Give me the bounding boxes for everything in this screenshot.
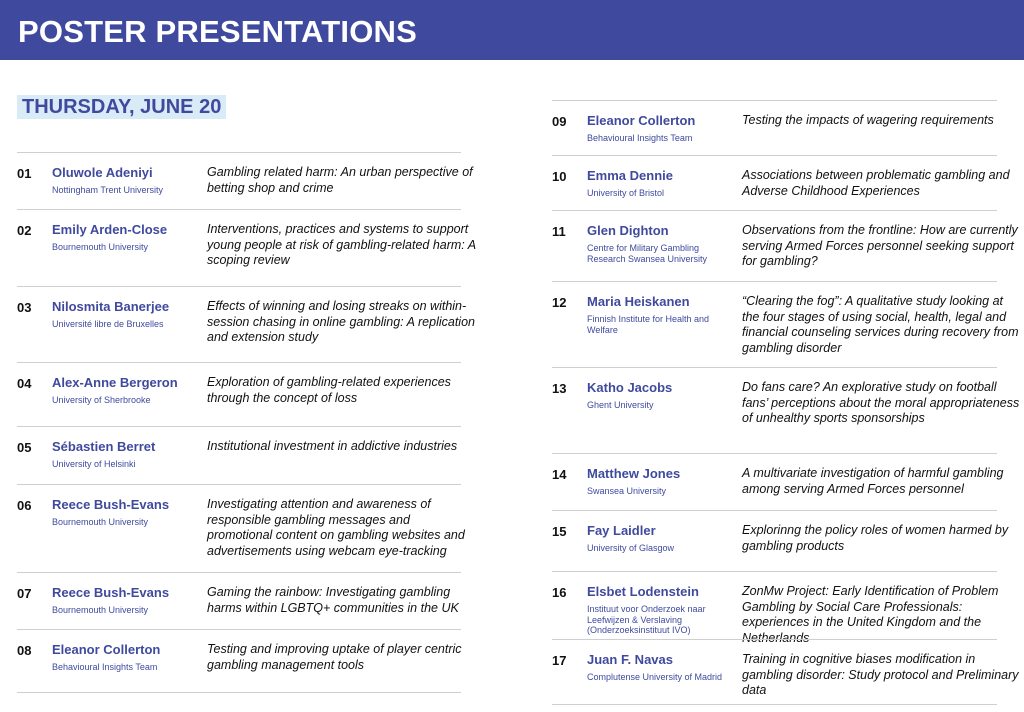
presenter-name: Sébastien Berret [52,439,156,454]
presenter-name: Eleanor Collerton [587,113,696,128]
presenter-name: Emily Arden-Close [52,222,168,237]
page-title: POSTER PRESENTATIONS [18,14,418,49]
entry-number: 16 [552,585,567,600]
presenter-name: Reece Bush-Evans [52,585,170,600]
entry-number: 10 [552,169,567,184]
poster-title: “Clearing the fog”: A qualitative study looking at the four stages of using social, health, legal and financial counseling services during recovery from gambling disorder [742,294,1019,355]
poster-title: Exploration of gambling-related experiences through the concept of loss [207,375,451,405]
poster-entry [17,209,476,286]
entry-number: 11 [552,224,566,239]
entry-number: 17 [552,653,567,668]
poster-title: Observations from the frontline: How are currently serving Armed Forces personnel seeking support for gambling? [742,223,1018,268]
poster-title: Testing the impacts of wagering requirements [742,113,994,127]
poster-title: Gambling related harm: An urban perspective of betting shop and crime [207,165,473,195]
presenter-name: Katho Jacobs [587,380,673,395]
day-heading: THURSDAY, JUNE 20 [17,95,226,119]
presenter-affiliation: University of Glasgow [587,543,675,553]
poster-entry [552,510,1009,571]
presenter-name: Nilosmita Banerjee [52,299,170,314]
poster-entry [17,426,461,484]
entry-number: 05 [17,440,32,455]
poster-title: Associations between problematic gambling and Adverse Childhood Experiences [742,168,1010,198]
poster-entry [552,367,1020,453]
poster-entry [552,210,1018,281]
poster-entry [552,155,1010,210]
poster-title: Gaming the rainbow: Investigating gambling harms within LGBTQ+ communities in the UK [207,585,459,615]
poster-entry [17,152,473,209]
poster-title: Institutional investment in addictive industries [207,439,458,453]
right-column [552,100,1020,705]
entry-number: 01 [17,166,32,181]
presenter-name: Maria Heiskanen [587,294,690,309]
presenter-name: Glen Dighton [587,223,669,238]
presenter-affiliation: University of Bristol [587,188,665,198]
poster-title: Do fans care? An explorative study on football fans’ perceptions about the moral appropriateness of unhealthy sports sponsorships [742,380,1020,425]
presenter-affiliation: Bournemouth University [52,242,149,252]
poster-title: A multivariate investigation of harmful gambling among serving Armed Forces personnel [742,466,1004,496]
presenter-affiliation: Instituut voor Onderzoek naar Leefwijzen & Verslaving (Onderzoeksinstituut IVO) [587,604,706,635]
poster-entry [552,453,1004,510]
presenter-affiliation: Université libre de Bruxelles [52,319,164,329]
presenter-affiliation: Behavioural Insights Team [587,133,693,143]
presenter-affiliation: Behavioural Insights Team [52,662,158,672]
presenter-name: Matthew Jones [587,466,681,481]
presenter-name: Emma Dennie [587,168,673,183]
poster-entry [552,639,1019,705]
entry-number: 04 [17,376,32,391]
poster-title: Explorinng the policy roles of women harmed by gambling products [742,523,1009,553]
poster-entry [552,100,997,155]
entry-number: 14 [552,467,567,482]
entry-number: 13 [552,381,567,396]
entry-number: 06 [17,498,32,513]
entry-number: 08 [17,643,32,658]
presenter-affiliation: Bournemouth University [52,605,149,615]
entry-number: 09 [552,114,567,129]
presenter-name: Oluwole Adeniyi [52,165,153,180]
presenter-name: Alex-Anne Bergeron [52,375,178,390]
poster-title: Investigating attention and awareness of responsible gambling messages and promotional content on gambling websites and advertisements using webcam eye-tracking [207,497,465,558]
entry-number: 12 [552,295,567,310]
entry-number: 15 [552,524,567,539]
poster-title: Interventions, practices and systems to support young people at risk of gambling-related harm: A scoping review [207,222,476,267]
entry-number: 03 [17,300,32,315]
left-column [17,152,476,693]
presenter-affiliation: University of Sherbrooke [52,395,151,405]
presenter-name: Juan F. Navas [587,652,673,667]
presenter-affiliation: University of Helsinki [52,459,136,469]
entry-number: 02 [17,223,32,238]
presenter-name: Eleanor Collerton [52,642,161,657]
presenter-name: Reece Bush-Evans [52,497,170,512]
poster-entry [17,362,461,426]
presenter-affiliation: Finnish Institute for Health and Welfare [587,314,710,335]
poster-entry [17,572,461,629]
poster-entry [552,571,999,645]
poster-title: Testing and improving uptake of player centric gambling management tools [207,642,462,672]
presenter-affiliation: Bournemouth University [52,517,149,527]
poster-title: Training in cognitive biases modification in gambling disorder: Study protocol and Preliminary data [742,652,1019,697]
poster-entry [17,629,461,693]
poster-entry [552,281,1019,367]
presenter-affiliation: Swansea University [587,486,667,496]
presenter-affiliation: Complutense University of Madrid [587,672,723,682]
presenter-affiliation: Ghent University [587,400,654,410]
presenter-name: Fay Laidler [587,523,656,538]
poster-entry [17,484,465,572]
poster-title: Effects of winning and losing streaks on within-session chasing in online gambling: A replication and extension study [207,299,475,344]
entry-number: 07 [17,586,32,601]
header-bar [0,0,1024,60]
presenter-name: Elsbet Lodenstein [587,584,699,599]
presenter-affiliation: Nottingham Trent University [52,185,164,195]
poster-entry [17,286,475,362]
presenter-affiliation: Centre for Military Gambling Research Swansea University [587,243,708,264]
poster-title: ZonMw Project: Early Identification of Problem Gambling by Social Care Professionals: experiences in the United Kingdom and the Netherlands [742,584,999,645]
